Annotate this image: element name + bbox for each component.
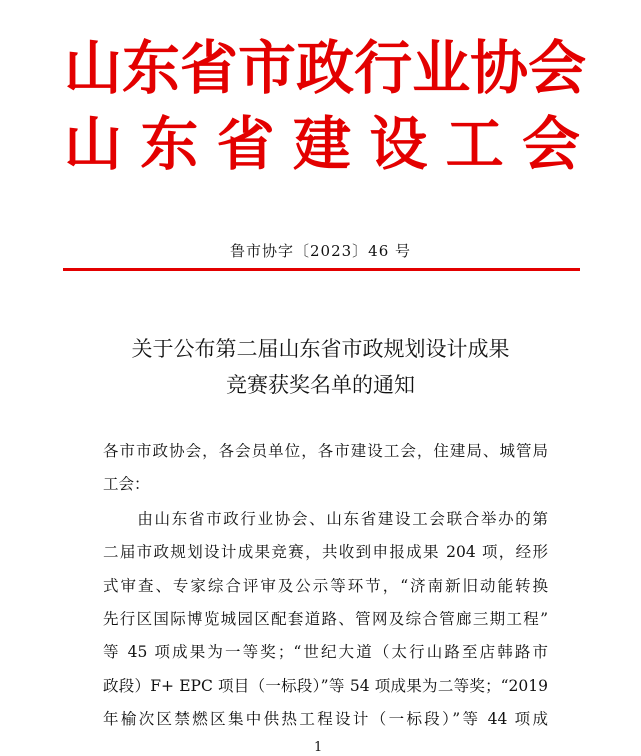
body-line: 先行区国际博览城园区配套道路、管网及综合管廊三期工程” <box>103 610 548 628</box>
header-char: 业 <box>412 34 471 102</box>
header-char: 山 <box>64 110 123 178</box>
document-title-line-1: 关于公布第二届山东省市政规划设计成果 <box>131 337 510 361</box>
body-line: 等 45 项成果为一等奖；“世纪大道（太行山路至店韩路市 <box>103 643 548 661</box>
document-title-line-2: 竞赛获奖名单的通知 <box>226 373 415 397</box>
header-char: 政 <box>296 34 355 102</box>
header-char: 省 <box>180 34 239 102</box>
body-line: 式审查、专家综合评审及公示等环节，“济南新旧动能转换 <box>103 577 548 595</box>
header-char: 设 <box>369 110 428 178</box>
body-line: 由山东省市政行业协会、山东省建设工会联合举办的第 <box>103 510 548 528</box>
header-char: 山 <box>64 34 123 102</box>
body-line: 年榆次区禁燃区集中供热工程设计（一标段）”等 44 项成 <box>103 710 548 728</box>
header-char: 会 <box>521 110 580 178</box>
issuer-name-line-2 <box>64 112 580 176</box>
header-char: 行 <box>354 34 413 102</box>
body-line: 各市市政协会，各会员单位，各市建设工会，住建局、城管局 <box>103 442 548 460</box>
header-char: 省 <box>216 110 275 178</box>
header-char: 市 <box>238 34 297 102</box>
document-number: 鲁市协字〔2023〕46 号 <box>229 242 412 260</box>
red-divider <box>63 268 580 271</box>
body-line: 工会： <box>103 475 150 493</box>
header-char: 会 <box>528 34 587 102</box>
header-char: 工 <box>445 110 504 178</box>
body-line: 政段）F+ EPC 项目（一标段）”等 54 项成果为二等奖；“2019 <box>103 677 548 695</box>
header-char: 东 <box>122 34 181 102</box>
issuer-name-line-1 <box>64 34 587 102</box>
body-line: 二届市政规划设计成果竞赛，共收到申报成果 204 项，经形 <box>103 543 548 561</box>
header-char: 东 <box>140 110 199 178</box>
page-number: 1 <box>314 740 323 755</box>
header-char: 协 <box>470 34 529 102</box>
header-char: 建 <box>292 110 351 178</box>
